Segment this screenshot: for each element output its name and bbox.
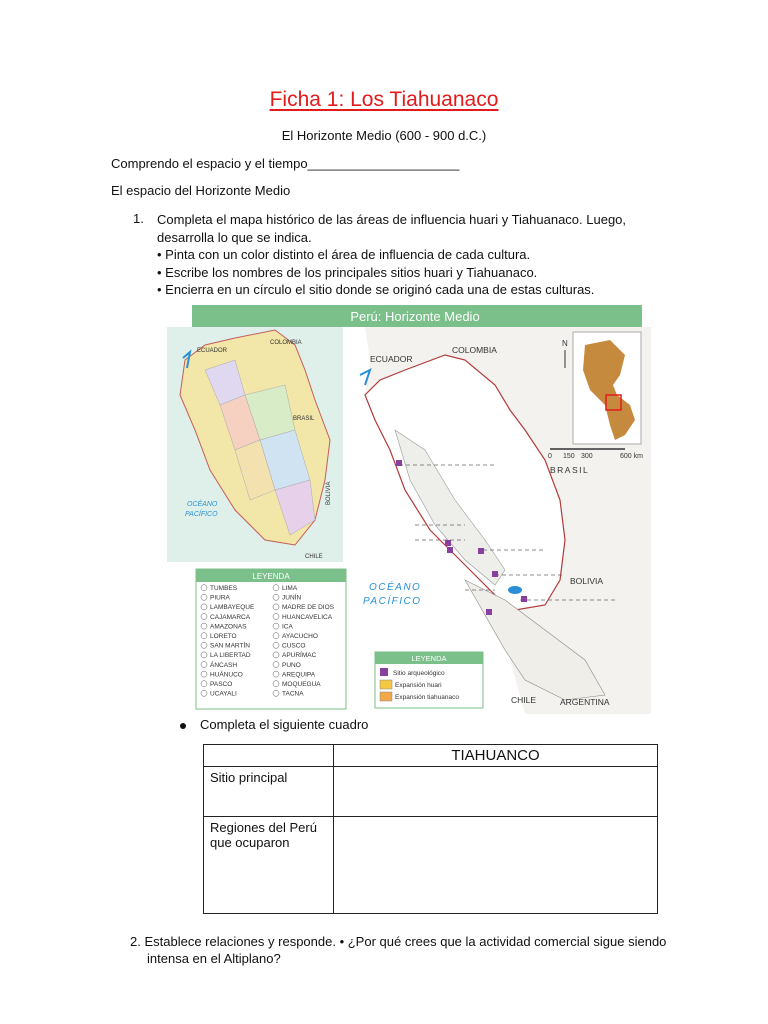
legend-region-label: HUÁNUCO — [210, 671, 243, 679]
svg-text:300: 300 — [581, 453, 593, 460]
section-heading: El espacio del Horizonte Medio — [111, 183, 291, 198]
svg-text:ECUADOR: ECUADOR — [197, 348, 228, 354]
instruction-line: Completa el mapa histórico de las áreas de influencia huari y Tiahuanaco. Luego, — [157, 212, 627, 227]
legend-region-label: TUMBES — [210, 585, 238, 592]
svg-text:Expansión huari: Expansión huari — [395, 682, 442, 689]
instruction-line: • Escribe los nombres de los principales sitios huari y Tiahuanaco. — [157, 264, 538, 280]
instruction-line: desarrolla lo que se indica. — [157, 229, 312, 245]
legend-region-label: LORETO — [210, 633, 237, 640]
svg-text:LEYENDA: LEYENDA — [411, 654, 447, 663]
item-number: 1. — [133, 211, 144, 226]
legend-region-label: MOQUEGUA — [282, 681, 321, 688]
instruction-line: • Encierra en un círculo el sitio donde se originó cada una de estas culturas. — [157, 282, 595, 297]
legend-region-label: APURÍMAC — [282, 652, 317, 660]
table-corner-cell — [204, 745, 334, 767]
svg-text:LEYENDA: LEYENDA — [252, 572, 290, 581]
intro-line: Comprendo el espacio y el tiempo_____________________ — [111, 156, 460, 171]
legend-region-label: HUANCAVELICA — [282, 613, 333, 621]
bullet-icon — [180, 723, 186, 729]
svg-text:OCÉANO: OCÉANO — [187, 501, 218, 508]
item-instructions — [157, 211, 627, 299]
svg-text:N: N — [562, 339, 568, 348]
site-marker — [445, 540, 451, 546]
legend-region-label: LAMBAYEQUE — [210, 604, 255, 612]
answer-cell[interactable] — [334, 817, 658, 914]
site-marker — [492, 571, 498, 577]
legend-region-label: AYACUCHO — [282, 633, 318, 640]
site-marker — [396, 460, 402, 466]
svg-text:0: 0 — [548, 453, 552, 460]
site-marker — [478, 548, 484, 554]
svg-text:ECUADOR: ECUADOR — [370, 354, 413, 364]
legend-region-label: PUNO — [282, 661, 301, 669]
page-subtitle: El Horizonte Medio (600 - 900 d.C.) — [281, 128, 487, 143]
legend-region-label: ICA — [282, 623, 293, 631]
legend-region-label: PASCO — [210, 681, 233, 688]
svg-text:COLOMBIA: COLOMBIA — [270, 340, 302, 346]
legend-region-label: UCAYALI — [210, 690, 237, 698]
legend-region-label: AREQUIPA — [282, 671, 316, 679]
svg-text:600 km: 600 km — [620, 453, 643, 460]
legend-region-label: PIURA — [210, 594, 230, 602]
answer-cell[interactable] — [334, 767, 658, 817]
legend-region-label: SAN MARTÍN — [210, 642, 250, 650]
svg-text:150: 150 — [563, 453, 575, 460]
row-label: Sitio principal — [204, 767, 334, 817]
svg-text:PACÍFICO: PACÍFICO — [363, 596, 422, 607]
legend-region-label: CAJAMARCA — [210, 613, 251, 621]
site-marker — [486, 609, 492, 615]
table-instruction: Completa el siguiente cuadro — [180, 717, 368, 732]
legend-region-label: LIMA — [282, 585, 298, 592]
legend-region-label: TACNA — [282, 690, 304, 698]
svg-text:BOLIVIA: BOLIVIA — [570, 576, 604, 586]
instruction-line: • Pinta con un color distinto el área de influencia de cada cultura. — [157, 247, 531, 262]
fill-in-table — [203, 744, 658, 914]
svg-text:Sitio arqueológico: Sitio arqueológico — [393, 670, 445, 677]
svg-text:BOLIVIA: BOLIVIA — [326, 481, 332, 505]
row-label: Regiones del Perú que ocuparon — [204, 817, 334, 914]
legend-region-label: AMAZONAS — [210, 623, 247, 631]
site-marker — [447, 547, 453, 553]
page-title: Ficha 1: Los Tiahuanaco — [269, 88, 499, 111]
historical-map — [165, 300, 651, 714]
question-2: 2. Establece relaciones y responde. • ¿Por qué crees que la actividad comercial sigue siendo intensa en el Altiplano? — [130, 934, 667, 966]
legend-region-label: JUNÍN — [282, 594, 302, 602]
legend-region-label: MADRE DE DIOS — [282, 604, 335, 612]
svg-text:CHILE: CHILE — [305, 554, 323, 560]
svg-text:COLOMBIA: COLOMBIA — [452, 345, 497, 355]
map-banner-text: Perú: Horizonte Medio — [350, 309, 480, 324]
svg-text:CHILE: CHILE — [511, 695, 537, 705]
legend-region-label: LA LIBERTAD — [210, 652, 251, 660]
table-header: TIAHUANCO — [334, 745, 658, 767]
svg-text:ARGENTINA: ARGENTINA — [560, 697, 610, 707]
svg-text:BRASIL: BRASIL — [293, 416, 315, 422]
svg-text:PACÍFICO: PACÍFICO — [185, 511, 218, 518]
site-marker — [521, 596, 527, 602]
svg-text:OCÉANO: OCÉANO — [369, 582, 422, 593]
legend-region-label: ÁNCASH — [210, 661, 238, 669]
legend-region-label: CUSCO — [282, 642, 306, 650]
svg-text:Expansión tiahuanaco: Expansión tiahuanaco — [395, 694, 459, 701]
svg-text:BRASIL: BRASIL — [550, 465, 590, 475]
